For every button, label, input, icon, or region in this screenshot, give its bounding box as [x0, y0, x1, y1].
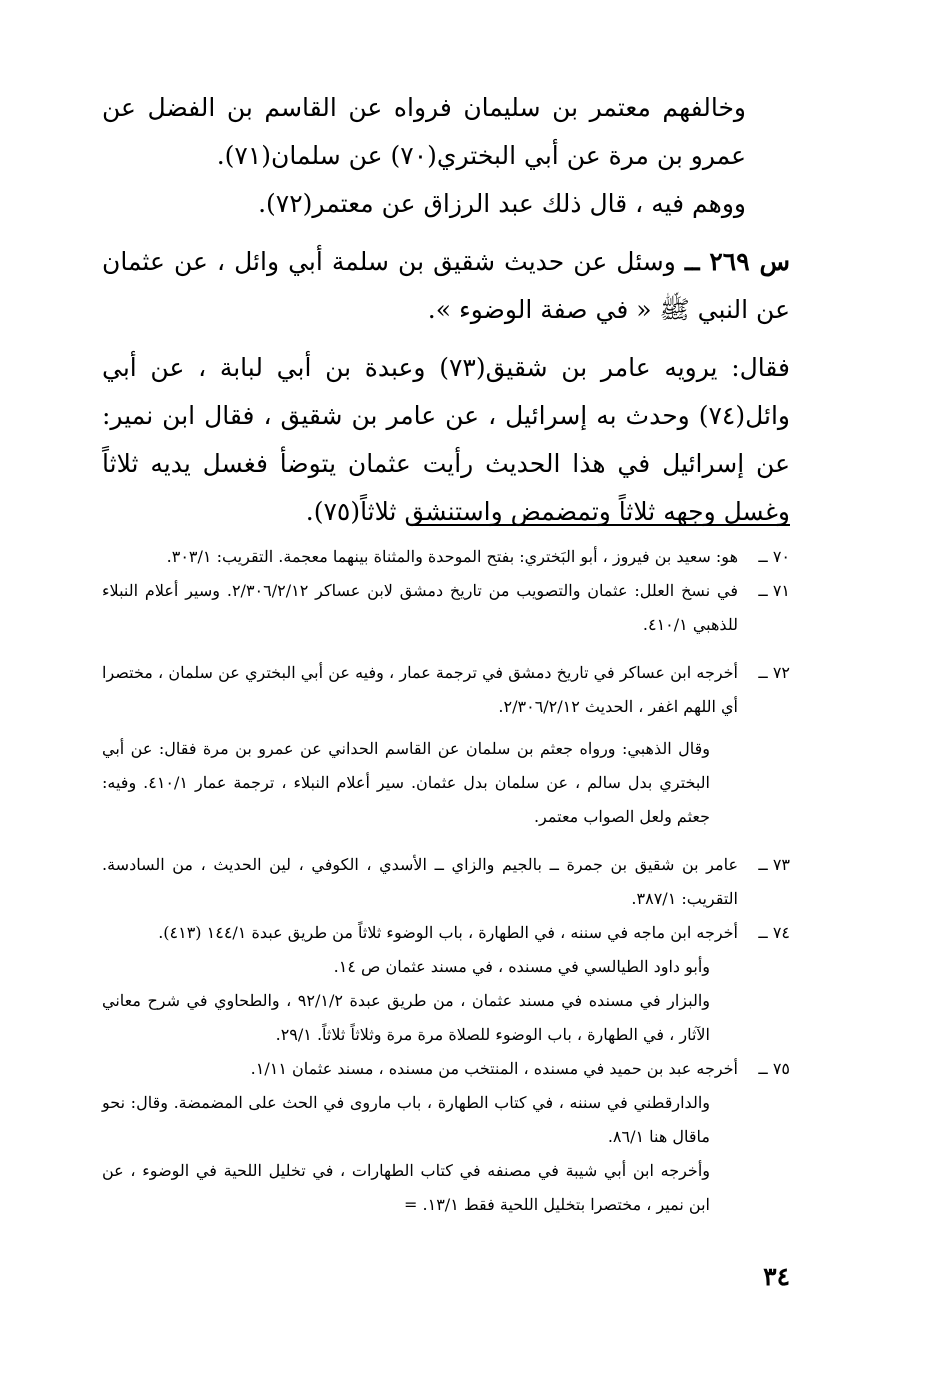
footnote-number: ٧٤ ــ — [758, 923, 790, 942]
footnote-text: عامر بن شقيق بن جمرة ــ بالجيم والزاي ــ الأسدي ، الكوفي ، لين الحديث ، من السادسة. التقريب: ٣٨٧/١. — [102, 855, 738, 908]
footnote-number: ٧١ ــ — [758, 581, 790, 600]
footnote-number: ٧٥ ــ — [758, 1059, 790, 1078]
footnote-75 — [102, 1052, 790, 1086]
question-269 — [102, 238, 790, 334]
answer-paragraph: فقال: يرويه عامر بن شقيق(٧٣) وعبدة بن أبي لبابة ، عن أبي وائل(٧٤) وحدث به إسرائيل ، عن عامر بن شقيق ، فقال ابن نمير: عن إسرائيل في هذا الحديث رأيت عثمان يتوضأ فغسل يديه ثلاثاً وغسل وجهه ثلاثاً وتمضمض واستنشق ثلاثاً(٧٥). — [102, 353, 790, 526]
question-number: س ٢٦٩ ــ — [684, 247, 790, 276]
footnote-text: أخرجه عبد بن حميد في مسنده ، المنتخب من مسنده ، مسند عثمان ١/١١. — [250, 1059, 738, 1078]
footnote-74-continuation-1: وأبو داود الطيالسي في مسنده ، في مسند عثمان ص ١٤. — [333, 957, 710, 976]
footnote-70 — [102, 540, 790, 574]
question-text: وسئل عن حديث شقيق بن سلمة أبي وائل ، عن عثمان عن النبي ﷺ « في صفة الوضوء ». — [102, 247, 790, 324]
main-text — [102, 84, 790, 536]
footnote-74 — [102, 916, 790, 950]
footnote-72 — [102, 656, 790, 724]
page-number: ٣٤ — [763, 1262, 790, 1291]
footnote-number: ٧٢ ــ — [758, 663, 790, 682]
footnote-72-continuation: وقال الذهبي: ورواه جعثم بن سلمان عن القاسم الحداني عن عمرو بن مرة فقال: عن أبي البختري بدل سالم ، عن سلمان بدل عثمان. سير أعلام النبلاء ، ترجمة عمار ٤١٠/١. وفيه: جعثم ولعل الصواب معتمر. — [102, 739, 710, 826]
footnote-75-continuation-1: والدارقطني في سننه ، في كتاب الطهارة ، باب ماروى في الحث على المضمضة. وقال: نحو ماقال هنا ٨٦/١. — [102, 1093, 710, 1146]
footnote-text: أخرجه ابن ماجه في سننه ، في الطهارة ، باب الوضوء ثلاثاً من طريق عبدة ١٤٤/١ (٤١٣). — [158, 923, 738, 942]
footnote-divider — [410, 524, 790, 526]
footnote-text: أخرجه ابن عساكر في تاريخ دمشق في ترجمة عمار ، وفيه عن أبي البختري عن سلمان ، مختصرا أي اللهم اغفر ، الحديث ٢/٣٠٦/٢/١٢. — [102, 663, 739, 716]
footnote-75-continuation-2: وأخرجه ابن أبي شيبة في مصنفه في كتاب الطهارات ، في تخليل اللحية في الوضوء ، عن ابن نمير ، مختصرا بتخليل اللحية فقط ١٣/١. = — [102, 1161, 710, 1214]
paragraph-2: ووهم فيه ، قال ذلك عبد الرزاق عن معتمر(٧٢). — [258, 189, 746, 218]
footnotes — [102, 540, 790, 1222]
footnote-74-continuation-2: والبزار في مسنده في مسند عثمان ، من طريق عبدة ٩٢/١/٢ ، والطحاوي في شرح معاني الآثار ، في الطهارة ، باب الوضوء للصلاة مرة مرة وثلاثاً ثلاثاً. ٢٩/١. — [102, 991, 711, 1044]
footnote-number: ٧٣ ــ — [758, 855, 790, 874]
footnote-text: في نسخ العلل: عثمان والتصويب من تاريخ دمشق لابن عساكر ٢/٣٠٦/٢/١٢. وسير أعلام النبلاء للذهبي ٤١٠/١. — [102, 581, 739, 634]
footnote-text: هو: سعيد بن فيروز ، أبو البَختري: بفتح الموحدة والمثناة بينهما معجمة. التقريب: ٣٠٣/١. — [166, 547, 738, 566]
footnote-73 — [102, 848, 790, 916]
footnote-number: ٧٠ ــ — [758, 547, 790, 566]
paragraph-1: وخالفهم معتمر بن سليمان فرواه عن القاسم بن الفضل عن عمرو بن مرة عن أبي البختري(٧٠) عن سلمان(٧١). — [102, 93, 746, 170]
footnote-71 — [102, 574, 790, 642]
